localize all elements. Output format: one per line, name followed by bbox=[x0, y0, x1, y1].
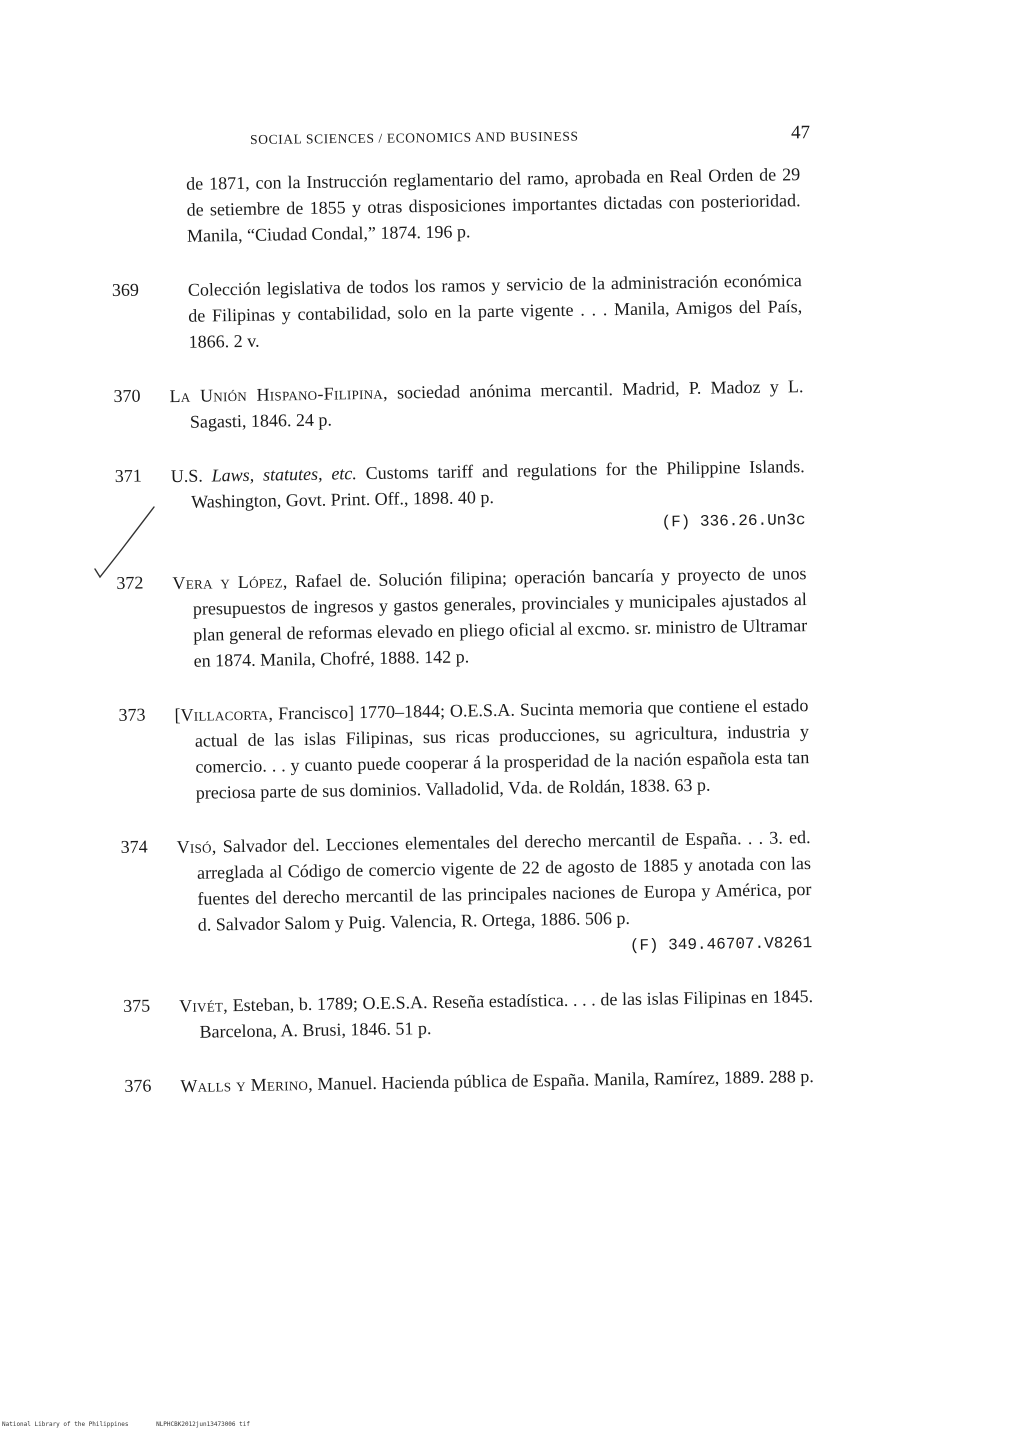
running-title: SOCIAL SCIENCES / ECONOMICS AND BUSINESS bbox=[250, 128, 579, 147]
entry-body bbox=[180, 1063, 814, 1099]
entry-author-prefix: [ bbox=[174, 704, 181, 726]
entry-text: Esteban, b. 1789; O.E.S.A. Reseña estadística. . . . de las islas Filipinas en 1845. Barcelona, A. Brusi, 1846. 51 p. bbox=[199, 986, 814, 1042]
entry-body bbox=[171, 453, 806, 515]
entry-text: Colección legislativa de todos los ramos y servicio de la administración económica de Filipinas y contabilidad, solo en la parte vigente . . . Manila, Amigos del País, 1866. 2 v. bbox=[187, 270, 803, 352]
entry-author: Walls y Merino, bbox=[180, 1073, 314, 1097]
bibliography-list bbox=[110, 161, 815, 1128]
entry-text: Rafael de. Solución filipina; operación bancaría y proyecto de unos presupuestos de ingresos y gastos generales, provinciales y municipales ajustados al plan general de reformas elevado en pliego oficial al excmo. sr. ministro de Ultramar en 1874. Manila, Chofré, 1888. 142 p. bbox=[192, 563, 808, 671]
entry-body bbox=[169, 373, 804, 435]
entry-number: 374 bbox=[120, 836, 148, 857]
entry-369 bbox=[112, 267, 803, 356]
entry-number: 375 bbox=[122, 995, 151, 1016]
entry-author: Vivét, bbox=[178, 995, 229, 1017]
entry-author: La Unión Hispano-Filipina, bbox=[169, 382, 388, 407]
entry-continuation bbox=[110, 161, 801, 250]
entry-author-italic: Laws, statutes, etc. bbox=[211, 463, 357, 486]
entry-author-prefix: U.S. bbox=[170, 465, 212, 487]
scan-footer bbox=[2, 1421, 274, 1428]
call-number: (F) 336.26.Un3c bbox=[661, 511, 806, 532]
running-header bbox=[250, 122, 810, 158]
entry-374 bbox=[120, 824, 812, 966]
entry-372 bbox=[116, 560, 808, 675]
entry-373 bbox=[118, 692, 810, 807]
entry-body bbox=[174, 692, 810, 806]
entry-number: 373 bbox=[118, 704, 146, 725]
footer-filename: NLPHCBK2012jun13473006 tif bbox=[156, 1421, 250, 1428]
call-number: (F) 349.46707.V8261 bbox=[629, 934, 813, 955]
entry-text: Customs tariff and regulations for the Philippine Islands. Washington, Govt. Print. Off., 1898. 40 p. bbox=[191, 456, 805, 512]
entry-number: 372 bbox=[116, 572, 144, 593]
entry-author: Villacorta, bbox=[180, 703, 274, 725]
entry-370 bbox=[113, 373, 804, 436]
entry-number: 371 bbox=[114, 465, 142, 486]
entry-text: Salvador del. Lecciones elementales del derecho mercantil de España. . . 3. ed. arreglada al Código de comercio vigente de 22 de agosto de 1885 y anotada con las fuentes del derecho mercantil de las principales naciones de Europa y América, por d. Salvador Salom y Puig. Valencia, R. Ortega, 1886. 506 p. bbox=[196, 827, 812, 935]
entry-author: Vera y López, bbox=[172, 571, 288, 594]
entry-375 bbox=[123, 983, 814, 1046]
entry-number: 376 bbox=[124, 1075, 152, 1096]
page-number: 47 bbox=[790, 122, 811, 144]
entry-number: 369 bbox=[111, 279, 140, 300]
entry-text: Manuel. Hacienda pública de España. Manila, Ramírez, 1889. 288 p. bbox=[312, 1066, 814, 1094]
entry-text: Francisco] 1770–1844; O.E.S.A. Sucinta memoria que contiene el estado actual de las islas Filipinas, sus ricas producciones, su agricultura, industria y comercio. . . y cuanto puede cooperar á la prosperidad de la nación española esta tan preciosa parte de sus dominios. Valladolid, Vda. de Roldán, 1838. 63 p. bbox=[194, 695, 810, 803]
entry-body bbox=[176, 824, 812, 938]
entry-text: de 1871, con la Instrucción reglamentario del ramo, aprobada en Real Orden de 29 de setiembre de 1855 y otras disposiciones importantes dictadas con posterioridad. Manila, “Ciudad Condal,” 1874. 196 p. bbox=[186, 164, 801, 246]
entry-text: sociedad anónima mercantil. Madrid, P. Madoz y L. Sagasti, 1846. 24 p. bbox=[189, 376, 804, 432]
entry-body bbox=[179, 983, 814, 1045]
footer-source: National Library of the Philippines bbox=[2, 1421, 129, 1428]
entry-371 bbox=[115, 453, 806, 543]
entry-body bbox=[172, 560, 808, 674]
entry-376 bbox=[124, 1063, 814, 1100]
entry-author: Visó, bbox=[176, 836, 217, 858]
entry-number: 370 bbox=[113, 385, 141, 406]
